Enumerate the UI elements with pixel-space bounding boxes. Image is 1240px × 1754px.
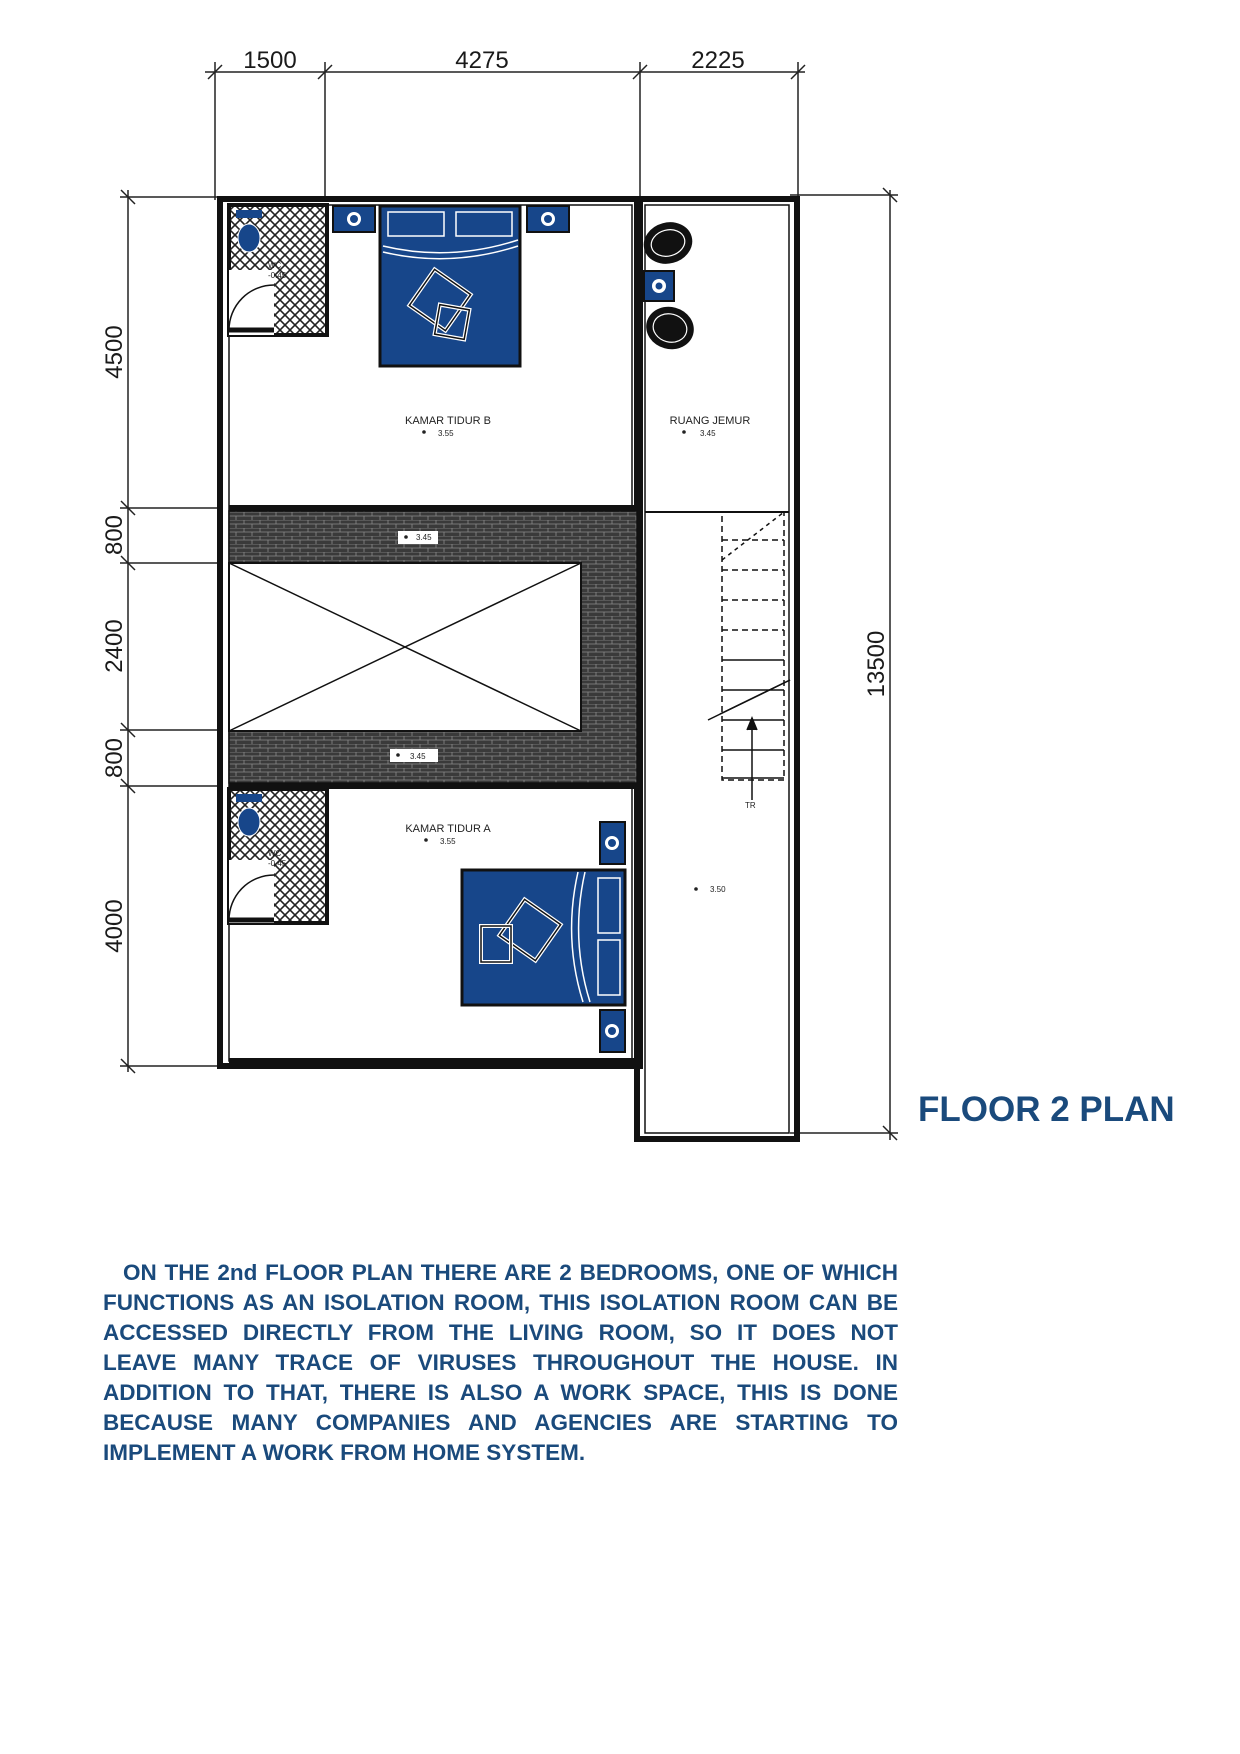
bedroom-a-furniture (462, 822, 625, 1052)
bedroom-a-level: 3.55 (440, 837, 456, 846)
void-bottom-level: 3.45 (410, 752, 426, 761)
wc-bottom-level: -0.45 (268, 859, 287, 868)
chair-icon (640, 217, 697, 268)
wc-bottom-label: WC (268, 849, 282, 858)
toilet-icon (236, 210, 262, 252)
drying-room-furniture (640, 217, 699, 354)
bedroom-b-furniture (333, 206, 569, 366)
dim-top-3: 2225 (691, 47, 745, 74)
bedroom-b-label: KAMAR TIDUR B (405, 415, 491, 427)
void (229, 511, 637, 783)
stairs (708, 512, 790, 800)
stair-label: TR (745, 801, 756, 810)
chair-icon (641, 302, 698, 355)
plan-title: FLOOR 2 PLAN (918, 1090, 1175, 1129)
wc-top-label: WC (268, 261, 282, 270)
drying-room-label: RUANG JEMUR (669, 415, 751, 427)
dim-right: 13500 (863, 630, 890, 698)
dim-left-5: 4000 (101, 899, 128, 953)
corridor-level: 3.50 (710, 885, 726, 894)
plan-description: ON THE 2nd FLOOR PLAN THERE ARE 2 BEDROOMS, ONE OF WHICH FUNCTIONS AS AN ISOLATION ROOM, THIS ISOLATION ROOM CAN BE ACCESSED DIRECTLY FROM THE LIVING ROOM, SO IT DOES NOT LEAVE MANY TRACE OF VIRUSES THROUGHOUT THE HOUSE. IN ADDITION TO THAT, THERE IS ALSO A WORK SPACE, THIS IS DONE BECAUSE MANY COMPANIES AND AGENCIES ARE STARTING TO IMPLEMENT A WORK FROM HOME SYSTEM. (103, 1260, 898, 1465)
bedroom-a-label: KAMAR TIDUR A (405, 823, 491, 835)
void-top-level: 3.45 (416, 533, 432, 542)
bedroom-b-level: 3.55 (438, 429, 454, 438)
wc-bottom (229, 789, 327, 923)
dim-top-2: 4275 (455, 47, 509, 74)
dim-left-2: 800 (101, 514, 128, 556)
dim-left-3: 2400 (101, 619, 128, 673)
toilet-icon (236, 794, 262, 836)
dim-top-1: 1500 (243, 47, 297, 74)
dim-left-1: 4500 (101, 325, 128, 379)
wc-top-level: -0.45 (268, 271, 287, 280)
dim-left-4: 800 (101, 737, 128, 779)
drying-room-level: 3.45 (700, 429, 716, 438)
wc-top (229, 205, 327, 335)
